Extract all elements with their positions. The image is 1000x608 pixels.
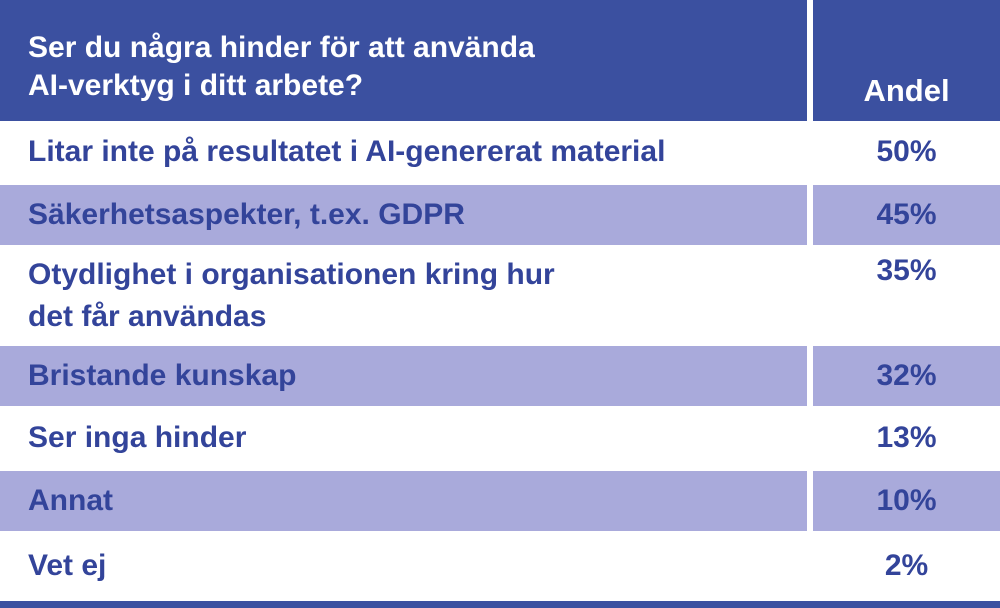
row-label: Säkerhetsaspekter, t.ex. GDPR [0,183,807,245]
header-question-line2: AI-verktyg i ditt arbete? [28,69,364,102]
header-question-line1: Ser du några hinder för att använda [28,31,535,64]
row-value: 50% [813,121,1000,183]
row-label: Bristande kunskap [0,344,807,406]
row-label [0,245,807,344]
row-label: Annat [0,469,807,531]
header-share: Andel [813,0,1000,121]
header-question [0,0,807,121]
table-bottom-rule [0,601,1000,608]
row-value: 32% [813,344,1000,406]
row-label: Vet ej [0,531,807,601]
row-label-line1: Otydlighet i organisationen kring hur [28,258,555,291]
row-label: Litar inte på resultatet i AI-genererat material [0,121,807,183]
row-label: Ser inga hinder [0,406,807,469]
row-value: 2% [813,531,1000,601]
row-label-line2: det får användas [28,300,267,333]
row-value: 13% [813,406,1000,469]
row-value: 10% [813,469,1000,531]
row-value: 35% [813,245,1000,344]
row-value: 45% [813,183,1000,245]
